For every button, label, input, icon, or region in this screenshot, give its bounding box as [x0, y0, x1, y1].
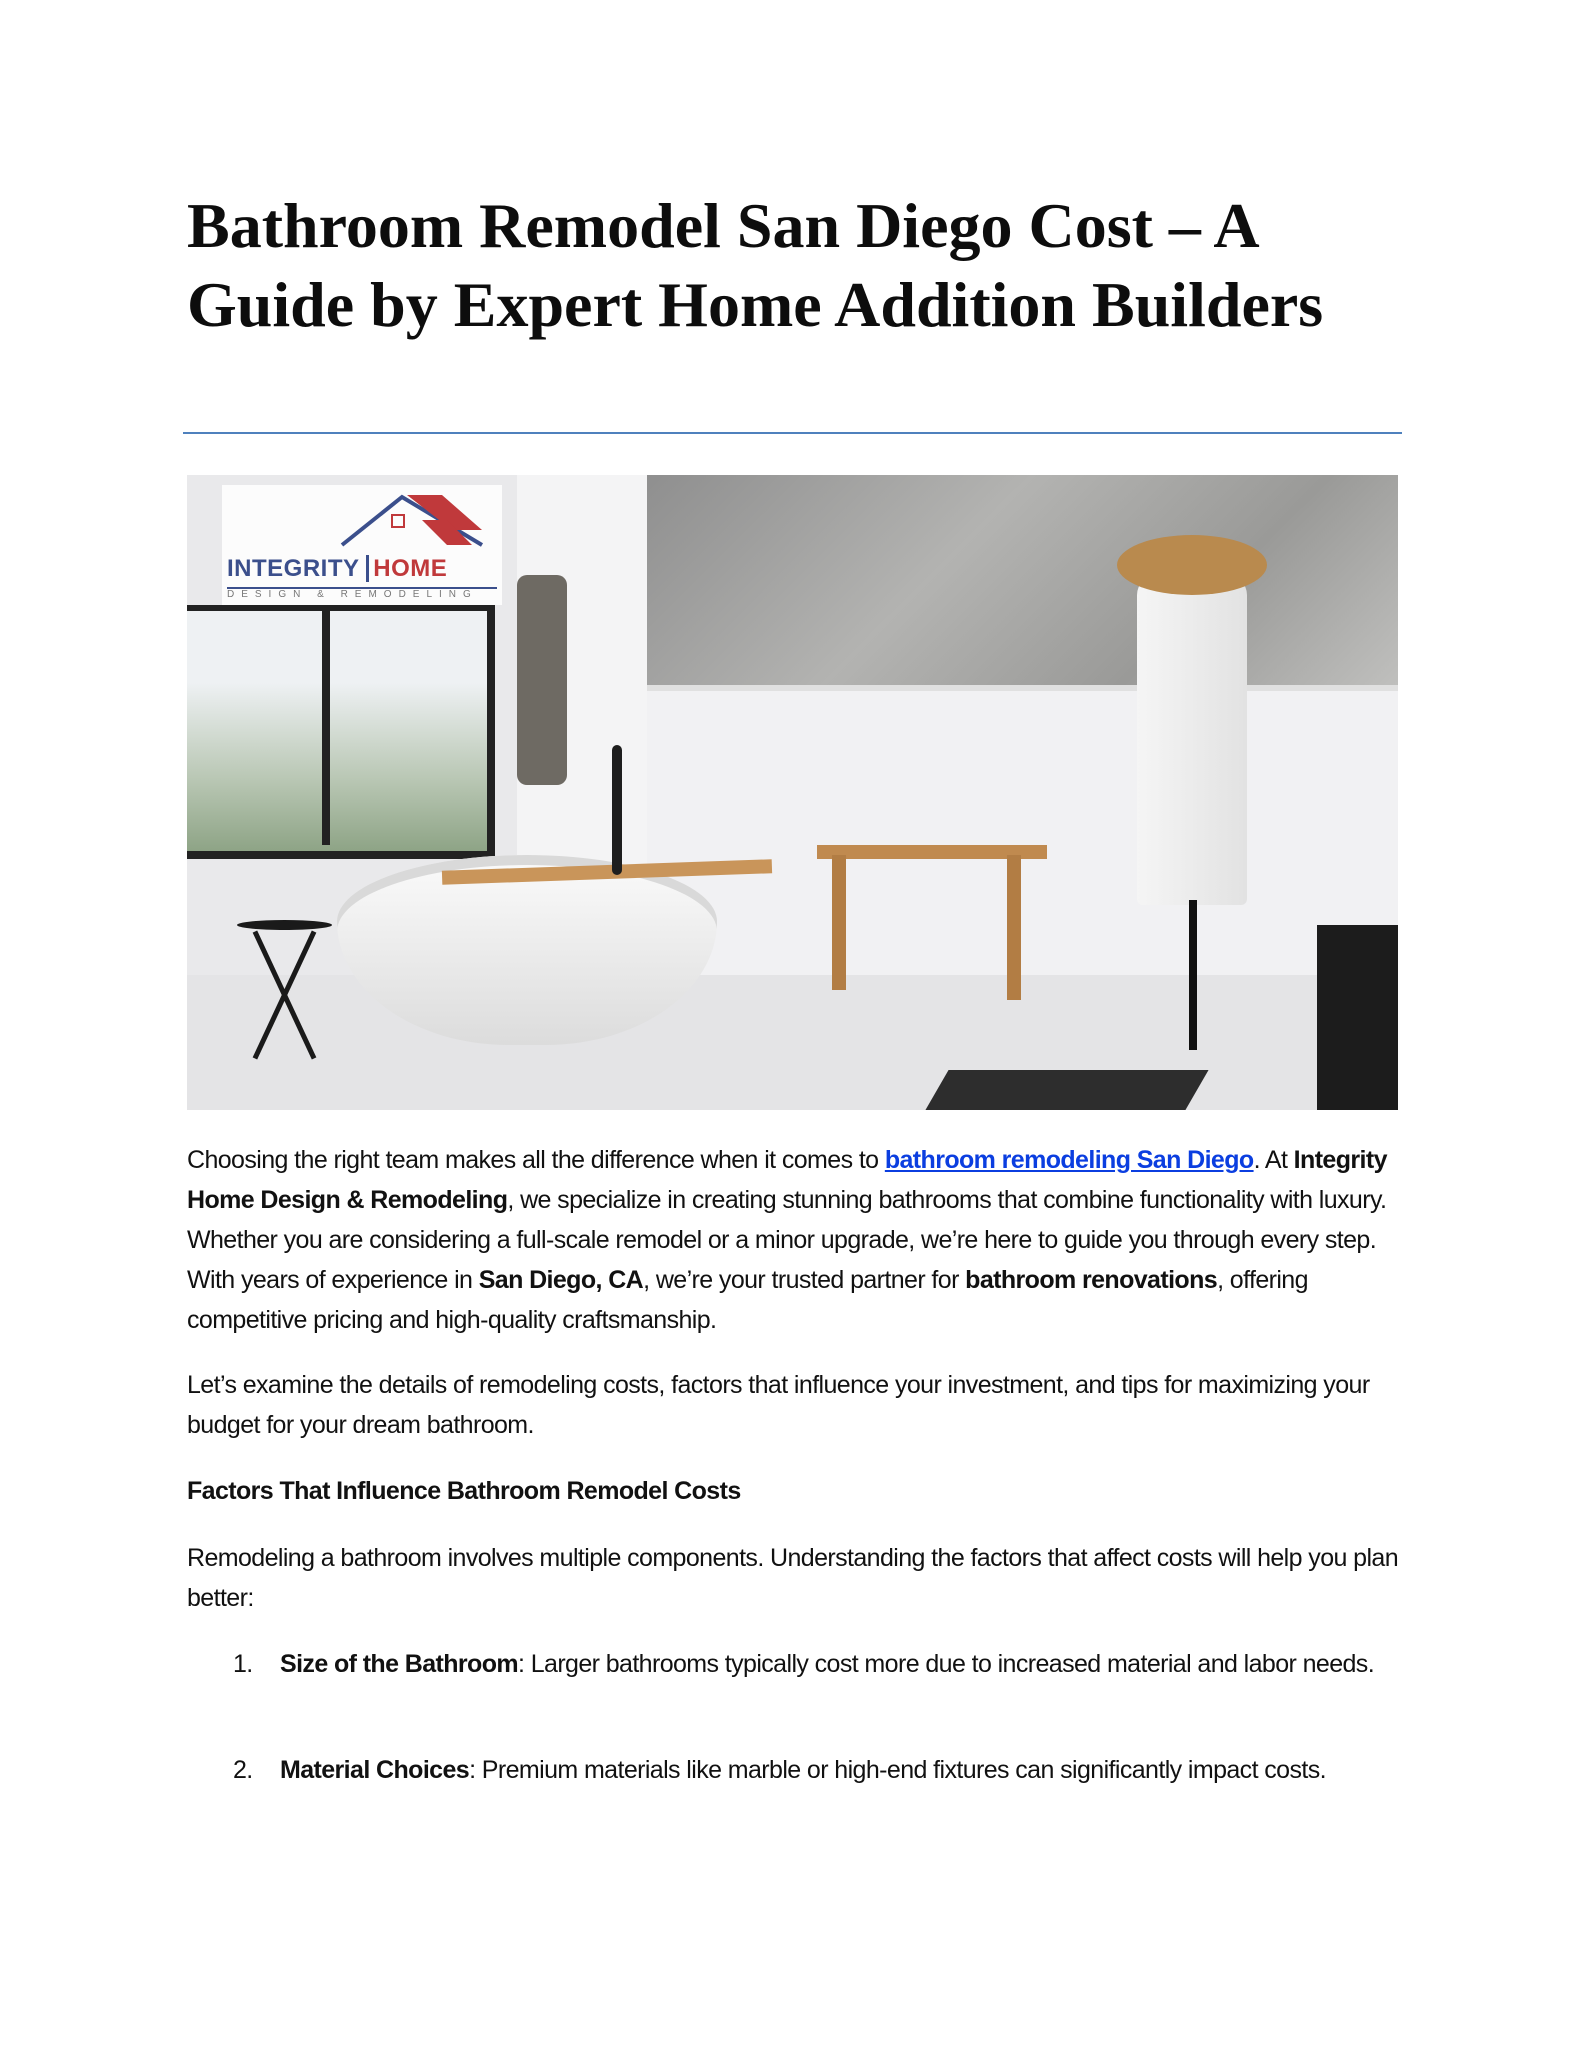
list-desc: : Larger bathrooms typically cost more due to increased material and labor needs. — [518, 1650, 1375, 1678]
page-title: Bathroom Remodel San Diego Cost – A Guide by Expert Home Addition Builders — [187, 190, 1324, 340]
stand-pole — [1189, 900, 1197, 1050]
company-name: Integrity Home Design & Remodeling — [187, 1146, 1387, 1214]
list-term: Size of the Bathroom — [280, 1650, 519, 1678]
list-number: 1. — [233, 1650, 253, 1678]
stool — [237, 920, 332, 930]
section-heading: Factors That Influence Bathroom Remodel Costs — [187, 1477, 741, 1505]
list-term: Material Choices — [280, 1756, 470, 1784]
logo-text-integrity: INTEGRITY — [227, 555, 360, 582]
company-logo — [222, 485, 502, 605]
title-divider — [183, 432, 1402, 434]
logo-house-icon — [222, 485, 502, 555]
intro-paragraph-2: Let’s examine the details of remodeling costs, factors that influence your investment, and tips for maximizing your budget for your dream bathroom. — [187, 1371, 1370, 1439]
logo-tagline: DESIGN & REMODELING — [227, 587, 497, 600]
floor — [187, 975, 1398, 1110]
hero-image — [187, 475, 1398, 1110]
service-name: bathroom renovations — [965, 1266, 1218, 1294]
intro-text: , we specialize in creating stunning bathrooms that combine functionality with luxury. Whether you are considering a full-scale remodel or a minor upgrade, we’re here to guide you through every step. With years of experience in — [187, 1186, 1387, 1294]
list-desc: : Premium materials like marble or high-end fixtures can significantly impact costs. — [469, 1756, 1326, 1784]
intro-text: , we’re your trusted partner for — [643, 1266, 966, 1294]
location: San Diego, CA — [478, 1266, 644, 1294]
straw-hat — [1117, 535, 1267, 595]
concrete-wall — [637, 475, 1398, 705]
list-number: 2. — [233, 1756, 253, 1784]
window — [187, 605, 495, 859]
robe-stand — [1137, 575, 1247, 905]
black-bag — [1317, 925, 1398, 1110]
faucet — [612, 745, 622, 875]
logo-text-home: HOME — [366, 555, 447, 582]
intro-text: . At — [1253, 1146, 1294, 1174]
bathroom-remodeling-link[interactable]: bathroom remodeling San Diego — [884, 1146, 1254, 1174]
hanging-robe — [517, 575, 567, 785]
intro-text: Choosing the right team makes all the difference when it comes to — [187, 1146, 885, 1174]
bench-leg — [1007, 855, 1021, 1000]
window-mullion — [322, 605, 330, 845]
rug — [925, 1070, 1208, 1110]
intro-text: , offering competitive pricing and high-quality craftsmanship. — [187, 1266, 1308, 1334]
intro-paragraph — [187, 1140, 1417, 1340]
bench-leg — [832, 855, 846, 990]
section-lead: Remodeling a bathroom involves multiple components. Understanding the factors that affect costs will help you plan better: — [187, 1544, 1399, 1612]
